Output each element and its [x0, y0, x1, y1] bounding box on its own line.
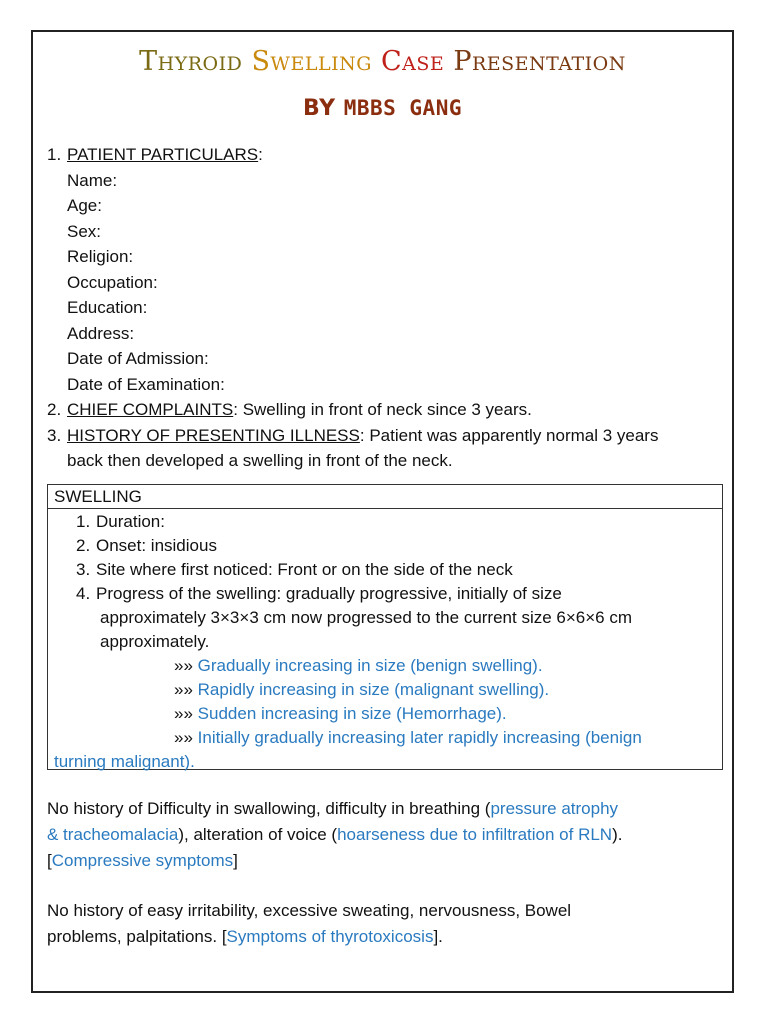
note-text: Initially gradually increasing later rapidly increasing (benign — [197, 728, 642, 747]
section-number: 3. — [47, 425, 62, 445]
note-text: turning malignant). — [54, 752, 195, 771]
item-text: Onset: insidious — [96, 536, 217, 555]
chief-complaint-text: : Swelling in front of neck since 3 years. — [233, 400, 532, 419]
para-text: ]. — [433, 927, 443, 946]
note-text: Sudden increasing in size (Hemorrhage). — [197, 704, 507, 723]
swelling-table-body — [48, 509, 722, 774]
swelling-item-progress — [76, 582, 714, 606]
title-case: Case — [380, 46, 445, 77]
page-title — [33, 46, 732, 77]
field-date-of-examination: Date of Examination: — [67, 374, 225, 394]
note-text: Rapidly increasing in size (malignant swelling). — [197, 680, 550, 699]
swelling-item-onset — [76, 534, 714, 558]
section-heading: HISTORY OF PRESENTING ILLNESS — [67, 425, 360, 445]
subtitle-author: MBBS GANG — [343, 96, 462, 120]
para-line — [47, 822, 727, 848]
thyrotoxicosis-paragraph — [47, 898, 727, 950]
para-highlight: Symptoms of thyrotoxicosis — [226, 927, 434, 946]
field-occupation: Occupation: — [67, 272, 158, 292]
note-sudden — [76, 702, 714, 726]
compressive-symptoms-paragraph — [47, 796, 727, 874]
item-number: 1. — [76, 512, 91, 531]
para-line — [47, 796, 727, 822]
item-number: 4. — [76, 584, 91, 603]
para-line: No history of easy irritability, excessive sweating, nervousness, Bowel — [47, 901, 572, 920]
para-text: ). — [612, 825, 623, 844]
title-presentation: Presentation — [453, 46, 626, 77]
field-sex: Sex: — [67, 221, 102, 241]
note-text: Gradually increasing in size (benign swelling). — [197, 656, 543, 675]
swelling-item-site — [76, 558, 714, 582]
field-education: Education: — [67, 298, 148, 317]
section-heading: CHIEF COMPLAINTS — [67, 400, 234, 419]
note-initially-gradual — [76, 726, 714, 750]
swelling-table-header: SWELLING — [48, 485, 722, 509]
note-initially-gradual-cont — [54, 750, 714, 774]
swelling-item-progress-cont2: approximately. — [100, 632, 210, 651]
patient-sections — [47, 142, 723, 474]
swelling-item-duration — [76, 510, 714, 534]
para-highlight: hoarseness due to infiltration of RLN — [337, 825, 613, 844]
title-swelling: Swelling — [251, 46, 372, 77]
arrow-marker: »» — [174, 680, 193, 699]
page-subtitle — [33, 96, 732, 121]
note-gradual — [76, 654, 714, 678]
field-date-of-admission: Date of Admission: — [67, 349, 209, 368]
section-patient-particulars — [47, 142, 723, 168]
section-heading: PATIENT PARTICULARS — [67, 145, 259, 164]
field-address: Address: — [67, 323, 135, 343]
item-text: Progress of the swelling: gradually progressive, initially of size — [96, 584, 562, 603]
para-text: [ — [47, 851, 52, 870]
item-text: Site where first noticed: Front or on the side of the neck — [96, 560, 513, 579]
section-colon: : — [258, 145, 263, 164]
section-history-presenting-illness — [47, 423, 723, 449]
field-age: Age: — [67, 196, 102, 215]
swelling-table — [47, 484, 723, 770]
arrow-marker: »» — [174, 704, 193, 723]
note-rapid — [76, 678, 714, 702]
item-text: Duration: — [96, 512, 165, 531]
para-line — [47, 848, 727, 874]
para-highlight: Compressive symptoms — [51, 851, 234, 870]
para-text: No history of Difficulty in swallowing, difficulty in breathing ( — [47, 799, 491, 818]
arrow-marker: »» — [174, 728, 193, 747]
item-number: 3. — [76, 560, 91, 579]
history-text-line2: back then developed a swelling in front of the neck. — [67, 451, 453, 470]
para-text: ] — [233, 851, 238, 870]
section-chief-complaints — [47, 397, 723, 423]
para-text: problems, palpitations. [ — [47, 927, 227, 946]
para-text: ), alteration of voice ( — [178, 825, 338, 844]
item-number: 2. — [76, 536, 91, 555]
para-line — [47, 924, 727, 950]
subtitle-by: BY — [303, 96, 336, 121]
history-text-line1: : Patient was apparently normal 3 years — [359, 425, 659, 445]
swelling-item-progress-cont1: approximately 3×3×3 cm now progressed to the current size 6×6×6 cm — [100, 608, 633, 627]
field-religion: Religion: — [67, 247, 134, 266]
field-name: Name: — [67, 170, 118, 190]
title-thyroid: Thyroid — [139, 46, 243, 77]
arrow-marker: »» — [174, 656, 193, 675]
para-highlight: pressure atrophy — [490, 799, 619, 818]
section-number: 2. — [47, 400, 62, 419]
page-frame — [31, 30, 734, 993]
para-highlight: & tracheomalacia — [47, 825, 179, 844]
section-number: 1. — [47, 145, 62, 164]
